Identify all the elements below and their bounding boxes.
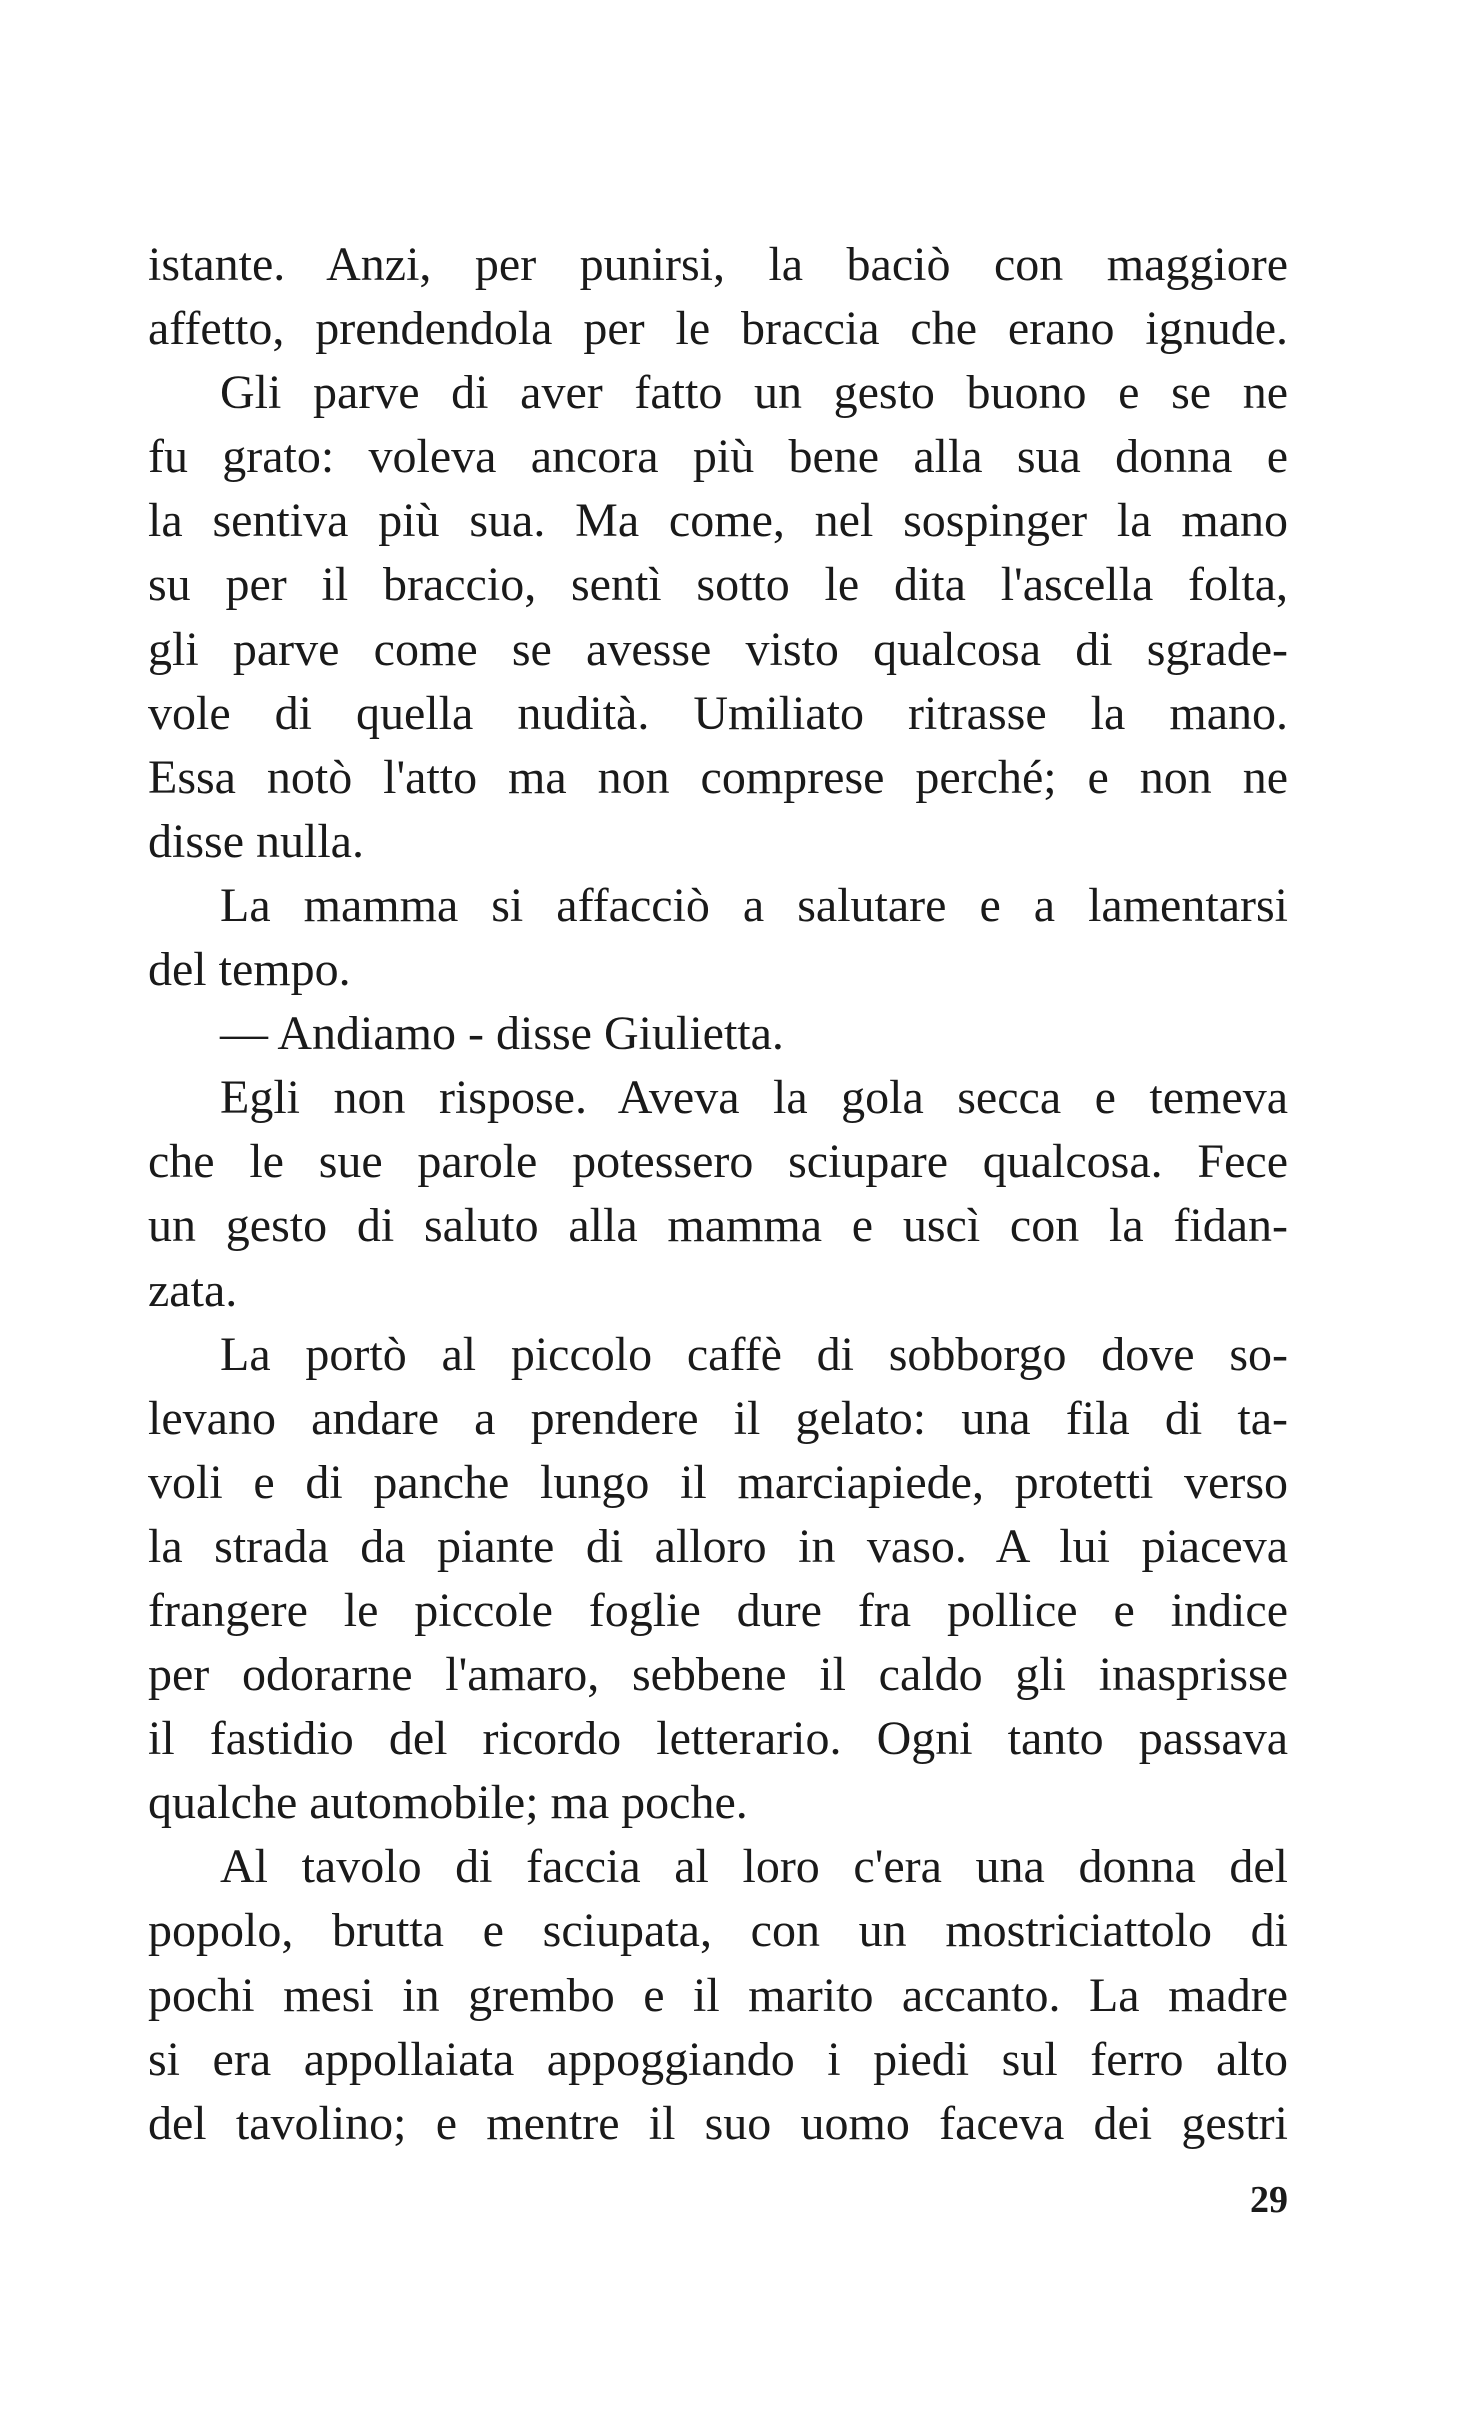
text-line: il fastidio del ricordo letterario. Ogni tanto passava <box>148 1712 1288 1766</box>
text-line: La portò al piccolo caffè di sobborgo dove so- <box>220 1327 1288 1381</box>
text-line: qualche automobile; ma poche. <box>148 1776 748 1830</box>
text-line: la strada da piante di alloro in vaso. A lui piaceva <box>148 1519 1288 1573</box>
text-line: che le sue parole potessero sciupare qualcosa. Fece <box>148 1135 1288 1189</box>
text-line: Gli parve di aver fatto un gesto buono e se ne <box>220 366 1288 420</box>
text-line: istante. Anzi, per punirsi, la baciò con maggiore <box>148 238 1288 291</box>
text-line: Essa notò l'atto ma non comprese perché; e non ne <box>148 750 1288 804</box>
text-line: su per il braccio, sentì sotto le dita l'ascella folta, <box>148 558 1288 612</box>
text-line: voli e di panche lungo il marciapiede, protetti verso <box>148 1455 1288 1509</box>
text-line: vole di quella nudità. Umiliato ritrasse la mano. <box>148 686 1288 740</box>
text-line: si era appollaiata appoggiando i piedi sul ferro alto <box>148 2032 1288 2086</box>
text-line: un gesto di saluto alla mamma e uscì con la fidan- <box>148 1199 1288 1253</box>
text-line: del tempo. <box>148 943 351 997</box>
text-line: zata. <box>148 1263 238 1317</box>
text-line: disse nulla. <box>148 814 364 868</box>
text-line: frangere le piccole foglie dure fra pollice e indice <box>148 1583 1288 1637</box>
text-line: per odorarne l'amaro, sebbene il caldo gli inasprisse <box>148 1648 1288 1702</box>
text-line: fu grato: voleva ancora più bene alla sua donna e <box>148 430 1288 484</box>
text-line: Egli non rispose. Aveva la gola secca e temeva <box>220 1071 1288 1125</box>
text-line: levano andare a prendere il gelato: una fila di ta- <box>148 1391 1288 1445</box>
text-line: Al tavolo di faccia al loro c'era una donna del <box>220 1840 1288 1894</box>
text-line: La mamma si affacciò a salutare e a lamentarsi <box>220 878 1288 932</box>
text-line: affetto, prendendola per le braccia che erano ignude. <box>148 302 1288 356</box>
text-line: del tavolino; e mentre il suo uomo faceva dei gestri <box>148 2096 1288 2150</box>
text-line: la sentiva più sua. Ma come, nel sospinger la mano <box>148 494 1288 548</box>
text-line: popolo, brutta e sciupata, con un mostriciattolo di <box>148 1904 1288 1958</box>
page-number: 29 <box>1250 2179 1288 2221</box>
text-line: — Andiamo - disse Giulietta. <box>220 1007 784 1061</box>
body-text <box>148 233 1288 2156</box>
text-line: pochi mesi in grembo e il marito accanto. La madre <box>148 1968 1288 2022</box>
text-line: gli parve come se avesse visto qualcosa di sgrade- <box>148 622 1288 676</box>
